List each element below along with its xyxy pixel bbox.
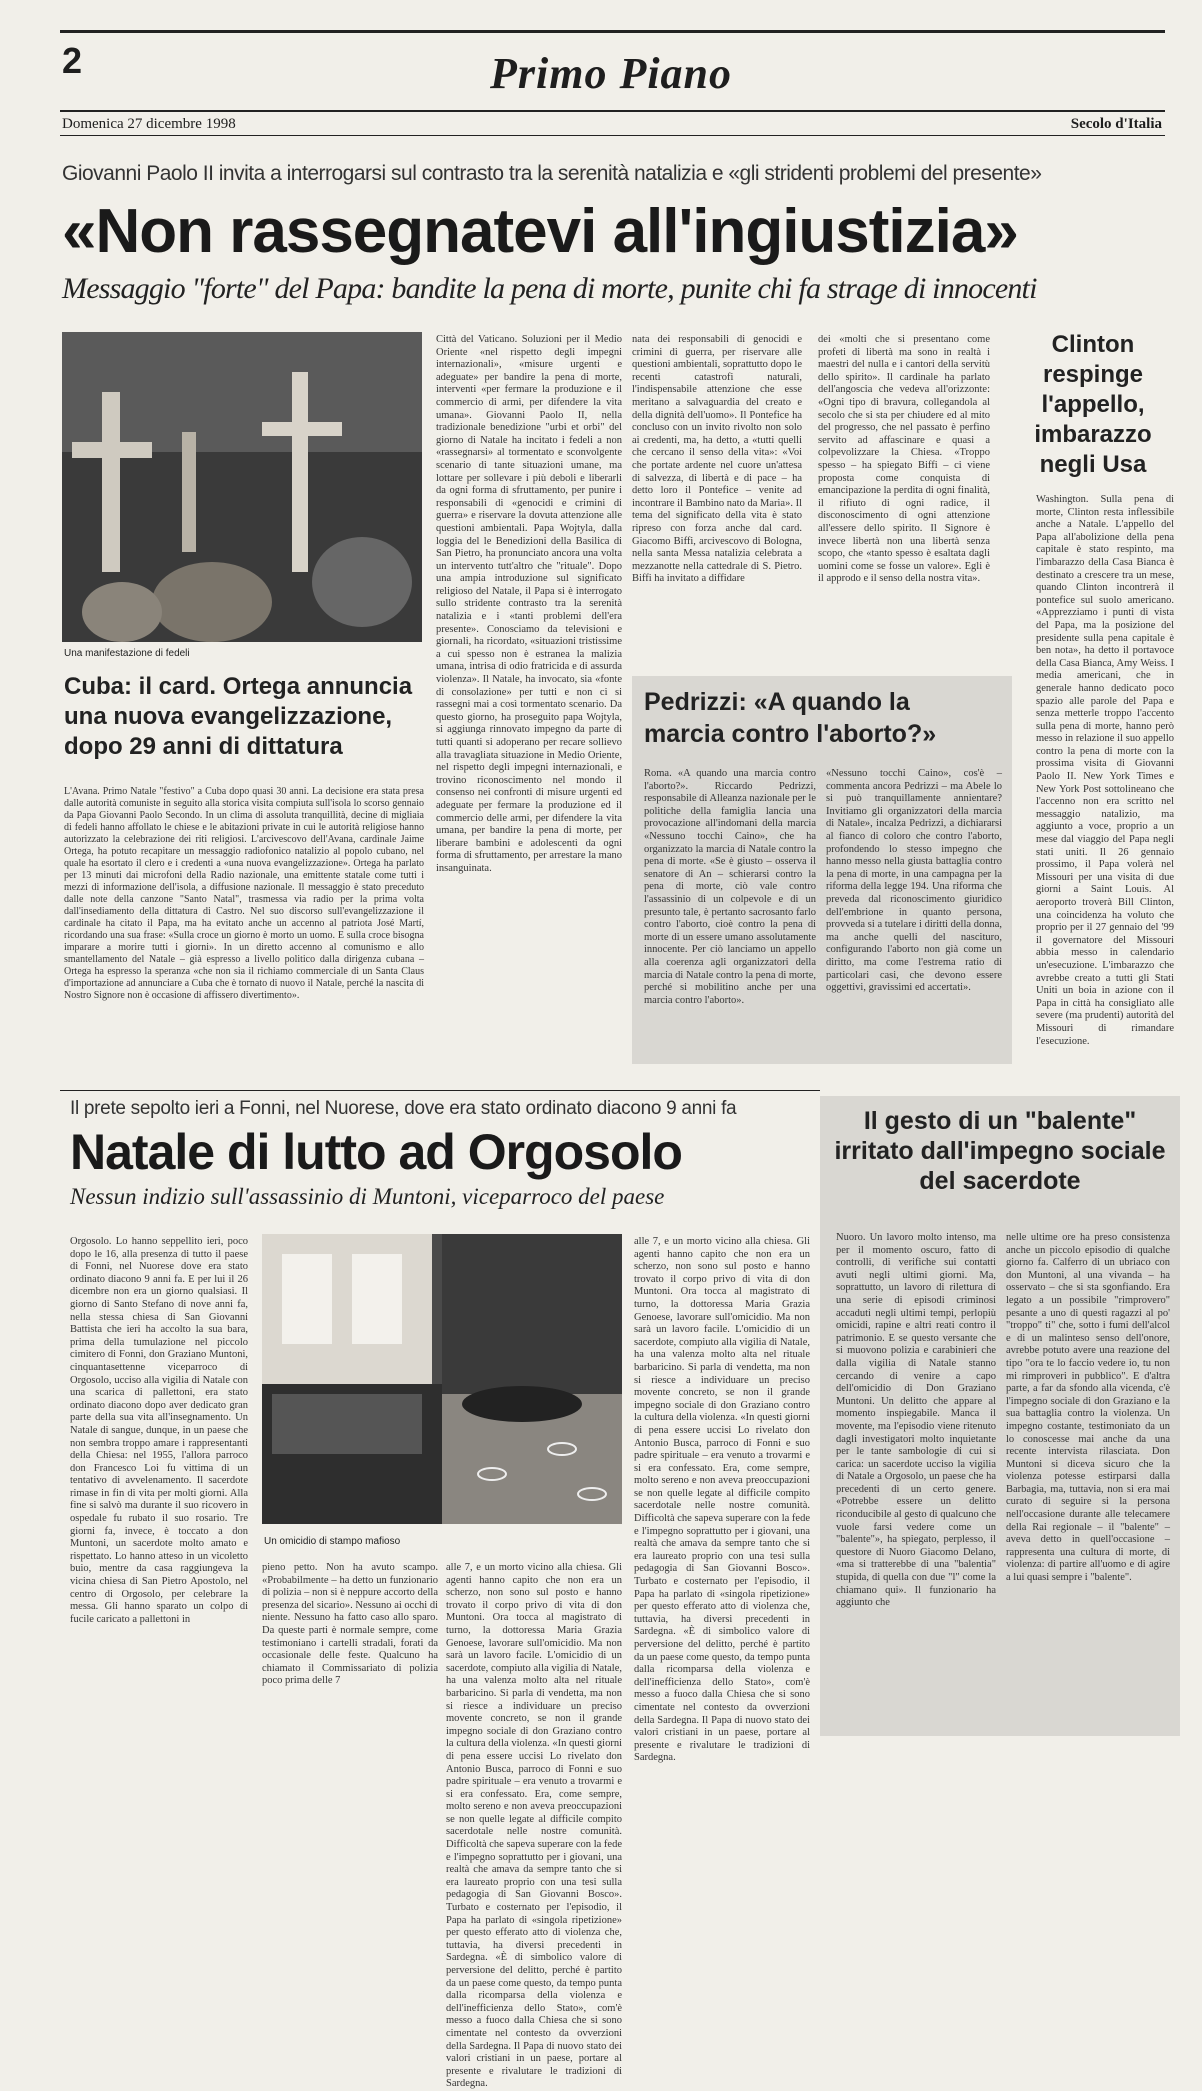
cuba-body: L'Avana. Primo Natale "festivo" a Cuba dopo quasi 30 anni. La decisione era stata presa dalle autorità comuniste in seguito alla storica visita compiuta sull'isola lo scorso gennaio da Papa Giovanni Paolo Secondo. In un clima di assoluta tranquillità, decine di migliaia di fedeli hanno affollato le chiese e le abitazioni private in cui le autorità religiose hanno autorizzato la celebrazione dei riti religiosi. L'arcivescovo dell'Avana, cardinale Jaime Ortega, ha potuto recapitare un messaggio radiofonico natalizio al popolo cubano, nel quale ha esortato il clero e i credenti a «una nuova evangelizzazione». Ortega ha parlato per 13 minuti dai microfoni della Radio nazionale, una emittente statale come tutti i mezzi di informazione dell'isola, a diffusione nazionale. Il messaggio è stato preceduto dalle note della canzone "Santo Natal", trasmessa via radio per la prima volta dall'insediamento della dittatura di Castro. Nel suo discorso sull'evangelizzazione il cardinale ha citato il Papa, ma ha evitato anche un accenno al patriota José Martí, ricordando una sua frase: «Sulla croce un giorno è morto un uomo. E sulla croce bisogna imparare a morire tutti i giorni». In un diretto accenno al comunismo e allo smantellamento del Natale – già espresso a livello politico dalla dirigenza cubana – Ortega ha espresso la speranza «che non sia il richiamo commerciale di un Santa Claus d'importazione ad annunciare a Cuba che è tornato di nuovo il Natale, perché la nascita di Nostro Signore non è occasione di affissero divertimento».: [64, 786, 424, 1001]
orgosolo-column-3: alle 7, e un morto vicino alla chiesa. Gli agenti hanno capito che non era un scherzo, non sono sul posto e hanno trovato il corpo privo di vita di don Muntoni. Ora tocca al magistrato di turno, la dottoressa Maria Grazia Genoese, lavorare sull'omicidio. Ma non sarà un lavoro facile. L'omicidio di un sacerdote, compiuto alla vigilia di Natale, ha una valenza molto alta nel rituale barbaricino. Si parla di vendetta, ma non si riesce a individuare un preciso movente concreto, se non il grande impegno sociale di don Graziano contro la cultura della violenza. «In questi giorni di pena essere uccisi Lo rivelato don Antonio Busca, parroco di Fonni e suo padre spirituale – era venuto a trovarmi e si era confessato. Era, come sempre, molto sereno e non aveva preoccupazioni se non quelle legate al difficile compito sacerdotale nelle nostre comunità. Difficoltà che sapeva superare con la fede e l'impegno soprattutto per i giovani, una realtà che amava da sempre tanto che si era laureato proprio con una tesi sulla pedagogia di San Giovanni Bosco». Turbato e costernato per l'episodio, il Papa ha parlato di «singola ripetizione» per questo efferato atto di violenza che, tuttavia, ha diversi precedenti in Sardegna. «È di simbolico valore di perversione del delitto, perché è partito da un paese come questo, da tempo punta dalla ricomparsa della violenza e dell'inefficienza dello Stato», com'è messo a fuoco dalla Chiesa che si sono cimentate nel contesto da ovverzioni della Sardegna. Il Papa di nuovo stato dei valori cristiani in un paese, portare al presente e rivalutare le tradizioni di Sardegna.: [446, 1562, 622, 2090]
balente-headline: Il gesto di un "balente" irritato dall'impegno sociale del sacerdote: [834, 1107, 1166, 1195]
lead-kicker: Giovanni Paolo II invita a interrogarsi sul contrasto tra la serenità natalizia e «gli stridenti problemi del presente»: [62, 162, 1042, 185]
clinton-headline: Clinton respinge l'appello, imbarazzo negli Usa: [1034, 331, 1152, 478]
lead-headline: «Non rassegnatevi all'ingiustizia»: [62, 197, 1018, 266]
date-rule: [60, 135, 1165, 136]
lead-column-2: nata dei responsabili di genocidi e crimini di guerra, per riservare alle questioni ambientali, soprattutto dopo le recenti catastrofi naturali, l'indispensabile attenzione che esse meritano a salvaguardia del creato e della dignità dell'uomo». Il Pontefice ha concluso con un invito rivolto non solo ai credenti, ma, ha detto, a «tutti quelli che cercano il senso della vita»: «Voi che portate ardente nel cuore un'attesa di salvezza, di libertà e di pace – ha detto loro il Pontefice – venite ad incontrare il Bambino nato da Maria». Il tema del significato della vita è stato ripreso con forza anche dal card. Giacomo Biffi, arcivescovo di Bologna, nella santa Messa natalizia celebrata a mezzanotte nella cattedrale di S. Pietro. Biffi ha invitato a diffidare: [632, 334, 802, 585]
balente-column-1: Nuoro. Un lavoro molto intenso, ma per il momento oscuro, fatto di controlli, di verifiche sui contatti avuti negli ultimi giorni. Ma, soprattutto, un lavoro di rilettura di una serie di episodi criminosi accaduti negli ultimi tempi, perlopiù omicidi, rapine e altri reati contro il patrimonio. E se questo versante che si muovono polizia e carabinieri che dalla vigilia di Natale stanno cercando di venire a capo dell'omicidio di Don Graziano Muntoni. Un delitto che appare al momento inspiegabile. Manca il movente, ma l'episodio viene ritenuto dagli investigatori molto inquietante per le tante sambologie di cui si carica: un sacerdote ucciso la vigilia di Natale a Orgosolo, un paese che ha precedenti di un certo genere. «Potrebbe essere un delitto riconducibile al gesto di qualcuno che vuole farsi vedere come un "balente"», ha spiegato, perplesso, il questore di Nuoro Giacomo Delano, «ma si tratterebbe di una "balentia" stupida, di quella con due "l" come la chiamano qui». Il funzionario ha aggiunto che: [836, 1232, 996, 1609]
cuba-headline: Cuba: il card. Ortega annuncia una nuova evangelizzazione, dopo 29 anni di dittatura: [64, 673, 413, 760]
orgosolo-photo: [262, 1234, 622, 1524]
issue-date: Domenica 27 dicembre 1998: [62, 116, 236, 132]
pedrizzi-column-2: «Nessuno tocchi Caino», cos'è – commenta ancora Pedrizzi – ma Abele lo si può tranquillamente annientare? Invitiamo gli organizzatori della marcia di Natale», incalza Pedrizzi, a dichiararsi al fianco di coloro che contro l'aborto, profondendo lo stesso impegno che hanno messo nella giusta battaglia contro la pena di morte, in una campagna per la riforma della legge 194. Una riforma che preveda dal riconoscimento giuridico dell'embrione in quanto persona, provveda si a tutelare i diritti della donna, ma anche quelli del nascituro, configurando l'aborto non già come un diritto, ma come l'estrema ratio di particolari casi, che devono essere oggettivi, gravissimi ed accertati».: [826, 768, 1002, 994]
top-rule: [60, 30, 1165, 33]
orgosolo-photo-caption: Un omicidio di stampo mafioso: [264, 1536, 401, 1547]
orgosolo-headline: Natale di lutto ad Orgosolo: [70, 1124, 682, 1180]
publication-name: Secolo d'Italia: [1070, 116, 1162, 132]
lead-column-3: dei «molti che si presentano come profeti di libertà ma sono in realtà i maestri del nulla e i cantori della servitù dello spirito». Il cardinale ha parlato dell'angoscia che vedeva all'orizzonte: «Ogni tipo di bravura, collegandola al secolo che si sta per chiudere ed al mito del progresso, che nel passato è perfino servito ad affascinare e quasi a colpevolizzare la Chiesa. «Troppo spesso – ha spiegato Biffi – ci viene proposta come conquista di emancipazione la perdita di ogni finalità, il rifiuto di ogni radice, il disconoscimento di ogni attenzione all'essere dello spirito. Il Signore è invece libertà non una libertà senza scopo, che «tanto spesso è esaltata dagli uomini come se fosse un valore». Egli è il approdo e il senso della nostra vita».: [818, 334, 991, 585]
pedrizzi-column-1: Roma. «A quando una marcia contro l'aborto?». Riccardo Pedrizzi, responsabile di Alleanza nazionale per le politiche della famiglia lancia una provocazione all'indomani della marcia «Nessuno tocchi Caino», che ha organizzato la marcia di Natale contro la pena di morte. «Se è giusto – osserva il senatore di An – schierarsi contro la pena di morte, ciò vale contro l'assassinio di un colpevole e di un presunto tale, è pertanto sacrosanto farlo contro l'aborto, cioè contro la pena di morte di un essere umano assolutamente innocente. Per ciò lanciamo un appello alla coerenza agli organizzatori della marcia di Natale contro la pena di morte, perché si mobilitino anche per una marcia contro l'aborto».: [644, 768, 817, 1006]
page-number: 2: [62, 40, 83, 81]
lead-subheadline: Messaggio "forte" del Papa: bandite la pena di morte, punite chi fa strage di innocenti: [62, 272, 1037, 305]
clinton-body: Washington. Sulla pena di morte, Clinton resta inflessibile anche a Natale. L'appello del Papa all'abolizione della pena capitale è stato respinto, ma l'imbarazzo della Casa Bianca è destinato a crescere tra un mese, quando Clinton incontrerà il pontefice sul suolo americano. «Apprezziamo i punti di vista del Papa, ma la posizione del presidente sulla pena capitale è ben nota», ha detto il portavoce della Casa Bianca, Amy Weiss. I media americani, che in generale hanno dedicato poco spazio alle parole del Papa e senza metterle troppo l'accento sulla pena di morte, hanno però messo in relazione il suo appello contro la pena di morte con la prossima visita di Giovanni Paolo II. New York Times e New York Post sottolineano che l'accenno non era scritto nel messaggio natalizio, ma aggiunto a voce, proprio a un mese dal viaggio del Papa negli stati uniti. Il 26 gennaio prossimo, il Papa volerà nel Missouri per una visita di due giorni a Saint Louis. Al aeroporto troverà Bill Clinton, una coincidenza ha voluto che proprio per il 27 gennaio del '99 il governatore del Missouri abbia messo in calendario un'esecuzione. L'imbarazzo che avrebbe creato a tutti gli Stati Uniti un boia in azione con il Papa in città ha consigliato alle severe (ma prudenti) autorità del Missouri di rimandare l'esecuzione.: [1036, 494, 1174, 1047]
orgosolo-subheadline: Nessun indizio sull'assassinio di Muntoni, viceparroco del paese: [70, 1184, 665, 1209]
orgosolo-kicker: Il prete sepolto ieri a Fonni, nel Nuorese, dove era stato ordinato diacono 9 anni fa: [70, 1098, 737, 1119]
section-divider: [60, 1090, 820, 1091]
lead-column-1: Città del Vaticano. Soluzioni per il Medio Oriente «nel rispetto degli impegni internazionali», «misure urgenti e adeguate» per bandire la pena di morte, interventi «per fermare la produzione e il commercio di armi, per difendere la vita umana». Giovanni Paolo II, nella tradizionale benedizione "urbi et orbi" del giorno di Natale ha incitato i fedeli a non «rassegnarsi» al tormentato e sconvolgente scenario di tante situazioni umane, ma lottare per sollevare i più deboli e liberarli da ogni forma di sfruttamento, per punire i responsabili di «genocidi e crimini di guerra» e riservare la dovuta attenzione alle questioni ambientali. Papa Wojtyla, dalla loggia del le Benedizioni della Basilica di San Pietro, ha pronunciato ancora una volta un intervento tutt'altro che "rituale". Dopo una ampia introduzione sul significato religioso del Natale, il Papa si è interrogato sullo stridente contrasto tra la serenità natalizia e i «tanti problemi dell'era presente». Conosciamo da televisioni e giornali, ha ricordato, «situazioni tristissime a cui spesso non è estranea la malizia umana, intrisa di odio fratricida e di assurda violenza». Il Natale, ha invocato, sia «fonte di consolazione» per tutti e non ci si rassegni mai a così tormentato scenario. Da questo giorno, ha proseguito papa Wojtyla, si aggiunga rinnovato impegno da parte di tutti quanti si adoperano per recare sollievo alla travagliata situazione in Medio Oriente, nel rispetto degli impegni internazionali, e trovino riconoscimento nel mondo il consenso nei confronti di misure urgenti ed adeguate per fermare la produzione ed il commercio delle armi, per difendere la vita umana, per bandire la pena di morte, per liberare bambini e adolescenti da ogni forma di sfruttamento, per arrestare la mano insanguinata.: [436, 334, 622, 874]
orgosolo-column-1: Orgosolo. Lo hanno seppellito ieri, poco dopo le 16, alla presenza di tutto il paese di Fonni, nel Nuorese dove era stato ordinato diacono 9 anni fa. E per lui il 26 dicembre non era un giorno qualsiasi. Il giorno di Santo Stefano di nove anni fa, nella stessa chiesa di San Giovanni Battista che ieri ha accolto la sua bara, prima della tumulazione nel piccolo cimitero di Fonni, don Graziano Muntoni, cinquantasettenne viceparroco di Orgosolo, ucciso alla vigilia di Natale con una scarica di pallettoni, era stato ordinato diacono dopo aver dedicato gran parte della sua vita all'insegnamento. Un Natale di sangue, dunque, in un paese che non sembra troppo amare i rappresentanti della Chiesa: nel 1955, l'allora parroco don Francesco Loi fu vittima di un tentativo di avvelenamento. Il sacerdote rimase in fin di vita per molti giorni. Alla fine si salvò ma durante il suo ricovero in ospedale fu rubato il suo rosario. Tre giorni fa, invece, è toccato a don Muntoni, un sacerdote molto amato e rispettato. Lo hanno atteso in un vicoletto buio, mentre da casa raggiungeva la vicina chiesa di San Pietro Apostolo, nel centro di Orgosolo, per celebrare la messa. Gli hanno sparato un colpo di fucile caricato a pallettoni in: [70, 1236, 248, 1625]
lead-photo-caption: Una manifestazione di fedeli: [64, 648, 190, 659]
lead-photo: [62, 332, 422, 642]
orgosolo-column-2: pieno petto. Non ha avuto scampo. «Probabilmente – ha detto un funzionario di polizia – non si è neppure accorto della presenza del sicario». Nessuno ai occhi di niente. Nessuno ha fatto caso allo sparo. Da queste parti è normale sempre, come testimoniano i cartelli stradali, forati da occasionale delle feste. Qualcuno ha chiamato il Commissariato di polizia poco prima delle 7: [262, 1562, 438, 1687]
masthead-rule: [60, 110, 1165, 112]
pedrizzi-headline: Pedrizzi: «A quando la marcia contro l'aborto?»: [644, 688, 937, 748]
balente-column-2: nelle ultime ore ha preso consistenza anche un piccolo episodio di qualche giorno fa. Calferro di un ubriaco con don Muntoni, al una vivanda – ha osservato – che si sta sgonfiando. Era legato a un possibile "rimprovero" pesante a uno di questi ragazzi al po' "troppo" ti" che, sotto i fumi dell'alcol e di un malinteso senso dell'onore, avrebbe potuto avere una reazione del tipo "ora te lo faccio vedere io, tu non mi rimproveri in pubblico". E d'altra parte, a far da sfondo alla vicenda, c'è l'impegno sociale di don Graziano e la sua battaglia contro la violenza. Un impegno costante, testimoniato da un lo conoscesse mai anche da una recente intervista rilasciata. Don Muntoni si diceva sicuro che la violenza potesse estirparsi dalla Barbagia, ma, tuttavia, non si era mai curato di seguire si la persona nell'occasione durante alle telecamere della Rai regionale – il "balente" – aveva detto in quell'occasione – rappresenta una cultura di morte, di violenza: di partire all'uomo e di agire a lui quasi sempre i "balente".: [1006, 1232, 1170, 1584]
orgosolo-column-4: alle 7, e un morto vicino alla chiesa. Gli agenti hanno capito che non era un scherzo, non sono sul posto e hanno trovato il corpo privo di vita di don Muntoni. Ora tocca al magistrato di turno, la dottoressa Maria Grazia Genoese, lavorare sull'omicidio. Ma non sarà un lavoro facile. L'omicidio di un sacerdote, compiuto alla vigilia di Natale, ha una valenza molto alta nel rituale barbaricino. Si parla di vendetta, ma non si riesce a individuare un preciso movente concreto, se non il grande impegno sociale di don Graziano contro la cultura della violenza. «In questi giorni di pena essere uccisi Lo rivelato don Antonio Busca, parroco di Fonni e suo padre spirituale – era venuto a trovarmi e si era confessato. Era, come sempre, molto sereno e non aveva preoccupazioni se non quelle legate al difficile compito sacerdotale nelle nostre comunità. Difficoltà che sapeva superare con la fede e l'impegno soprattutto per i giovani, una realtà che amava da sempre tanto che si era laureato proprio con una tesi sulla pedagogia di San Giovanni Bosco». Turbato e costernato per l'episodio, il Papa ha parlato di «singola ripetizione» per questo efferato atto di violenza che, tuttavia, ha diversi precedenti in Sardegna. «È di simbolico valore di perversione del delitto, perché è partito da un paese come questo, da tempo punta dalla ricomparsa della violenza e dell'inefficienza dello Stato», com'è messo a fuoco dalla Chiesa che si sono cimentate nel contesto da ovverzioni della Sardegna. Il Papa di nuovo stato dei valori cristiani in un paese, portare al presente e rivalutare le tradizioni di Sardegna.: [634, 1236, 810, 1764]
section-masthead: Primo Piano: [490, 49, 733, 98]
